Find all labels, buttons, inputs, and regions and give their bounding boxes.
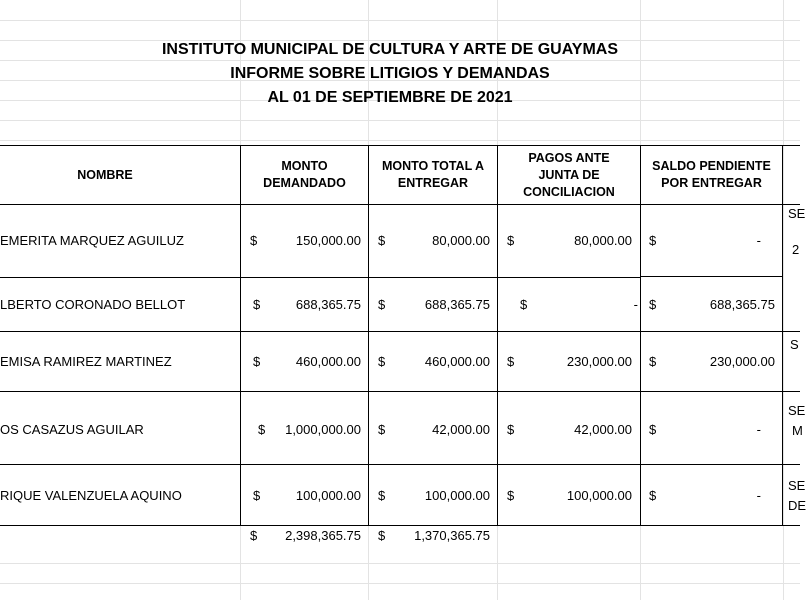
currency-symbol: $	[520, 297, 528, 312]
header-saldo	[641, 146, 782, 204]
report-title-subject: INFORME SOBRE LITIGIOS Y DEMANDAS	[230, 65, 550, 82]
header-monto-total	[369, 146, 497, 204]
currency-symbol: $	[378, 233, 386, 248]
currency-symbol: $	[507, 354, 515, 369]
header-monto-total-label: MONTO TOTAL A ENTREGAR	[381, 159, 485, 190]
row-monto-demandado: 460,000.00	[295, 354, 361, 369]
row-note: M	[792, 423, 803, 438]
row-monto-demandado: 100,000.00	[295, 488, 361, 503]
row-saldo: 688,365.75	[709, 297, 775, 312]
report-title-institution: INSTITUTO MUNICIPAL DE CULTURA Y ARTE DE GUAYMAS	[161, 41, 619, 58]
row-pagos: 230,000.00	[566, 354, 632, 369]
total-monto-demandado: 2,398,365.75	[285, 528, 361, 543]
header-monto-demandado	[241, 146, 368, 204]
row-note: DE	[788, 498, 806, 513]
row-nombre: RIQUE VALENZUELA AQUINO	[0, 488, 182, 503]
currency-symbol: $	[258, 422, 266, 437]
row-saldo: 230,000.00	[709, 354, 775, 369]
header-nombre	[0, 146, 240, 204]
row-pagos: 80,000.00	[574, 233, 632, 248]
row-note: SE	[788, 206, 806, 221]
row-saldo: -	[756, 233, 761, 248]
header-pagos-label: PAGOS ANTE JUNTA DE CONCILIACION	[523, 150, 615, 199]
currency-symbol: $	[378, 488, 386, 503]
currency-symbol: $	[253, 488, 261, 503]
row-nombre: EMISA RAMIREZ MARTINEZ	[0, 354, 172, 369]
currency-symbol: $	[649, 488, 657, 503]
currency-symbol: $	[378, 528, 386, 543]
row-monto-total: 688,365.75	[424, 297, 490, 312]
total-monto-total: 1,370,365.75	[414, 528, 490, 543]
row-note: 2	[792, 242, 800, 257]
currency-symbol: $	[649, 422, 657, 437]
currency-symbol: $	[250, 528, 258, 543]
row-monto-total: 100,000.00	[424, 488, 490, 503]
row-pagos: 100,000.00	[566, 488, 632, 503]
row-pagos: 42,000.00	[574, 422, 632, 437]
row-note: S	[790, 337, 799, 352]
row-monto-demandado: 150,000.00	[295, 233, 361, 248]
row-saldo: -	[756, 422, 761, 437]
currency-symbol: $	[253, 297, 261, 312]
currency-symbol: $	[250, 233, 258, 248]
currency-symbol: $	[507, 488, 515, 503]
currency-symbol: $	[649, 297, 657, 312]
row-monto-total: 460,000.00	[424, 354, 490, 369]
row-pagos: -	[633, 297, 638, 312]
currency-symbol: $	[378, 354, 386, 369]
header-monto-demandado-label: MONTO DEMANDADO	[263, 159, 346, 190]
currency-symbol: $	[378, 422, 386, 437]
header-saldo-label: SALDO PENDIENTE POR ENTREGAR	[652, 159, 771, 190]
row-monto-demandado: 1,000,000.00	[285, 422, 361, 437]
currency-symbol: $	[507, 422, 515, 437]
row-nombre: LBERTO CORONADO BELLOT	[0, 297, 186, 312]
currency-symbol: $	[253, 354, 261, 369]
report-title-date: AL 01 DE SEPTIEMBRE DE 2021	[267, 89, 513, 106]
row-monto-total: 80,000.00	[432, 233, 490, 248]
currency-symbol: $	[649, 233, 657, 248]
row-nombre: EMERITA MARQUEZ AGUILUZ	[0, 233, 184, 248]
currency-symbol: $	[507, 233, 515, 248]
header-pagos	[498, 146, 640, 204]
row-note: SE	[788, 478, 806, 493]
row-monto-demandado: 688,365.75	[295, 297, 361, 312]
row-note: SE	[788, 403, 806, 418]
row-nombre: OS CASAZUS AGUILAR	[0, 422, 144, 437]
currency-symbol: $	[649, 354, 657, 369]
currency-symbol: $	[378, 297, 386, 312]
header-nombre-label: NOMBRE	[77, 167, 133, 182]
row-monto-total: 42,000.00	[432, 422, 490, 437]
row-saldo: -	[756, 488, 761, 503]
